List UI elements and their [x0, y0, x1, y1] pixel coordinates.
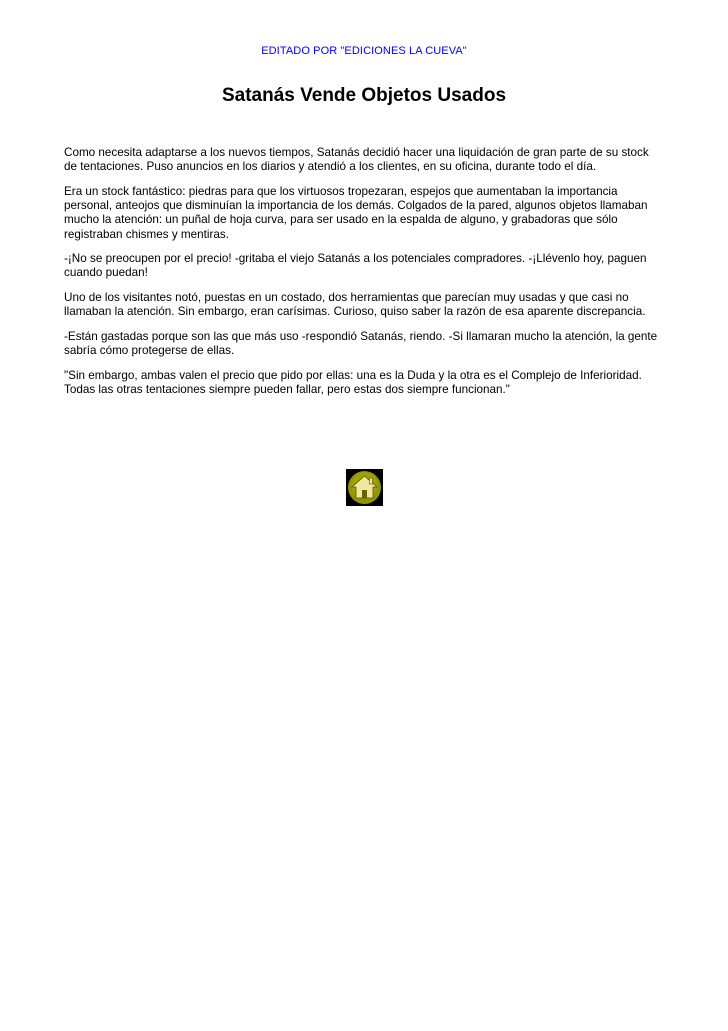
editor-link[interactable]: EDITADO POR "EDICIONES LA CUEVA"	[261, 45, 467, 57]
paragraph: -Están gastadas porque son las que más uso -respondió Satanás, riendo. -Si llamaran mucho la atención, la gente sabría cómo protegerse de ellas.	[64, 330, 658, 358]
paragraph: "Sin embargo, ambas valen el precio que pido por ellas: una es la Duda y la otra es el Complejo de Inferioridad. Todas las otras tentaciones siempre pueden fallar, pero estas dos siempre funcionan."	[64, 368, 642, 397]
home-button[interactable]	[346, 469, 383, 506]
page-title: Satanás Vende Objetos Usados	[221, 85, 507, 106]
paragraph: Uno de los visitantes notó, puestas en un costado, dos herramientas que parecían muy usadas y que casi no llamaban la atención. Sin embargo, eran carísimas. Curioso, quiso saber la razón de esa aparente discrepancia.	[64, 291, 646, 319]
home-icon	[346, 469, 383, 506]
paragraph: -¡No se preocupen por el precio! -gritaba el viejo Satanás a los potenciales compradores. -¡Llévenlo hoy, paguen cuando puedan!	[64, 252, 647, 280]
paragraph: Era un stock fantástico: piedras para que los virtuosos tropezaran, espejos que aumentaban la importancia personal, anteojos que disminuían la importancia de los demás. Colgados de la pared, algunos objetos llamaban mucho la atención: un puñal de hoja curva, para ser usado en la espalda de alguno, y grabadoras que sólo registraban chismes y mentiras.	[64, 184, 648, 241]
paragraph: Como necesita adaptarse a los nuevos tiempos, Satanás decidió hacer una liquidación de gran parte de su stock de tentaciones. Puso anuncios en los diarios y atendió a los clientes, en su oficina, durante todo el día.	[64, 146, 649, 174]
story-body	[64, 146, 664, 408]
